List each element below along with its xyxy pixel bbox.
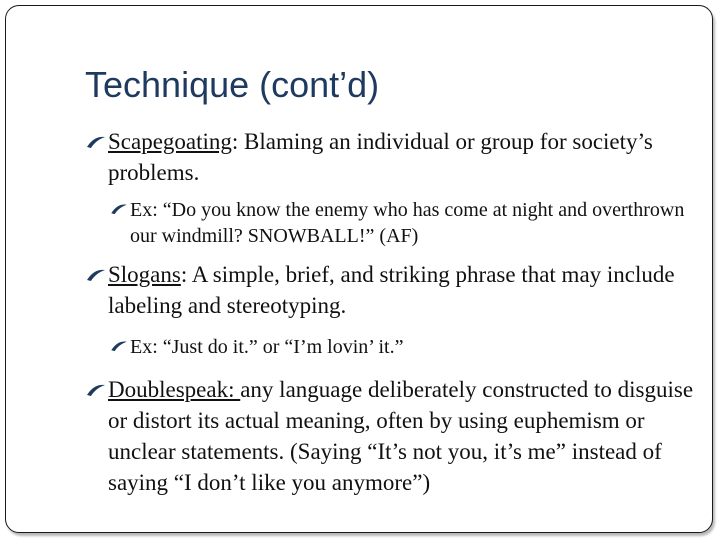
bullet-scapegoating <box>86 126 696 188</box>
definition-doublespeak: any language deliberately constructed to disguise or distort its actual meaning, often by using euphemism or unclear statements. (Saying “It’s not you, it’s me” instead of saying “I don’t like you anymore”) <box>108 377 694 495</box>
term-slogans: Slogans <box>108 262 181 287</box>
definition-slogans: : A simple, brief, and striking phrase that may include labeling and stereotyping. <box>108 262 675 318</box>
example-slogans <box>108 334 696 360</box>
definition-scapegoating: : Blaming an individual or group for society’s problems. <box>108 129 653 185</box>
slide-content <box>86 126 696 498</box>
slide <box>5 5 713 533</box>
term-scapegoating: Scapegoating <box>108 129 232 154</box>
example-text: Ex: “Just do it.” or “I’m lovin’ it.” <box>130 336 404 358</box>
term-doublespeak: Doublespeak: <box>108 377 241 402</box>
bullet-doublespeak <box>86 374 696 498</box>
swoosh-bullet-icon <box>110 340 128 352</box>
example-text: Ex: “Do you know the enemy who has come at night and overthrown our windmill? SNOWBALL!” (AF) <box>130 199 685 247</box>
swoosh-bullet-icon <box>86 268 106 282</box>
swoosh-bullet-icon <box>86 135 106 149</box>
example-scapegoating <box>108 197 696 249</box>
bullet-slogans <box>86 259 696 321</box>
slide-title: Technique (cont’d) <box>85 64 380 105</box>
swoosh-bullet-icon <box>86 383 106 397</box>
swoosh-bullet-icon <box>110 203 128 215</box>
